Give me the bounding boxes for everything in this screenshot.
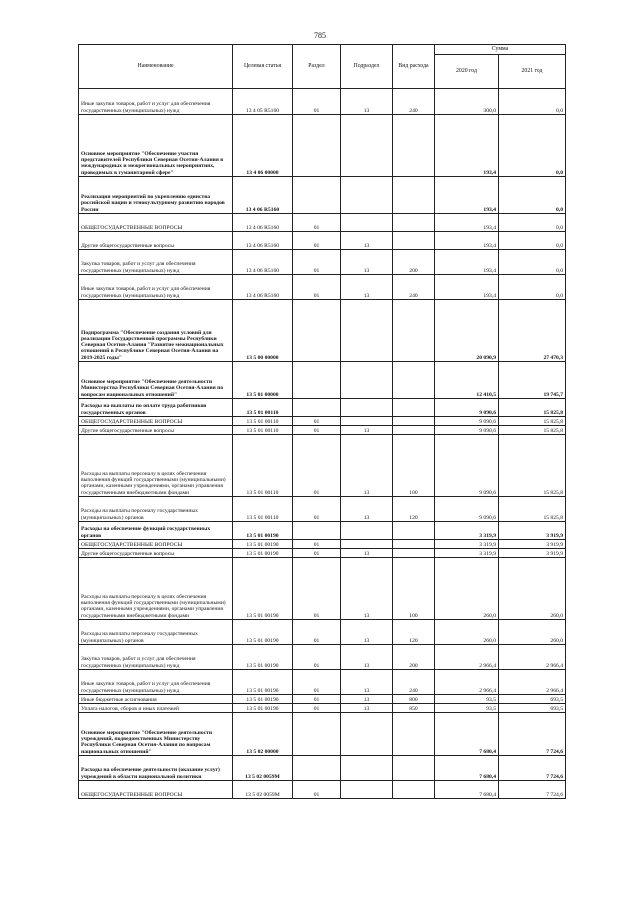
row-code: 13 5 02 00000 [233,713,293,756]
row-code: 13 5 01 00190 [233,540,293,549]
table-row [79,362,566,399]
row-subsection: 13 [341,275,393,300]
row-value-2021: 15 825,8 [499,417,566,426]
row-value-2021: 3 919,9 [499,540,566,549]
table-row [79,620,566,645]
row-value-2020: 300,0 [435,89,499,115]
table-row [79,417,566,426]
row-name: Другие общегосударственные вопросы [79,549,233,558]
row-code: 13 5 01 00110 [233,417,293,426]
row-name: Иные закупки товаров, работ и услуг для обеспечения государственных (муниципальных) нужд [79,275,233,300]
row-section: 01 [293,558,341,620]
row-value-2021: 0,0 [499,177,566,214]
row-section: 01 [293,540,341,549]
row-value-2021: 693,5 [499,704,566,713]
header-name: Наименование [79,45,233,89]
table-row [79,695,566,704]
row-value-2020: 193,4 [435,275,499,300]
row-section: 01 [293,620,341,645]
row-value-2020: 3 319,9 [435,522,499,540]
row-name: Иные закупки товаров, работ и услуг для обеспечения государственных (муниципальных) нужд [79,670,233,695]
row-value-2020: 193,4 [435,177,499,214]
row-section [293,756,341,781]
row-section: 01 [293,549,341,558]
row-value-2021: 260,0 [499,620,566,645]
table-row [79,435,566,497]
table-row [79,426,566,435]
row-section: 01 [293,704,341,713]
row-expense-type: 240 [393,89,435,115]
row-name: Закупка товаров, работ и услуг для обеспечения государственных (муниципальных) нужд [79,250,233,275]
row-subsection [341,362,393,399]
row-subsection: 13 [341,670,393,695]
row-section: 01 [293,645,341,670]
row-value-2021: 3 919,9 [499,549,566,558]
row-code: 13 4 05 R5160 [233,89,293,115]
table-row [79,558,566,620]
row-expense-type [393,214,435,232]
row-code: 13 4 06 R5160 [233,250,293,275]
row-value-2020: 260,0 [435,558,499,620]
table-row [79,540,566,549]
page-number: 785 [314,31,326,40]
row-value-2020: 9 090,6 [435,497,499,522]
row-subsection: 13 [341,435,393,497]
row-value-2021: 2 966,4 [499,670,566,695]
table-row [79,704,566,713]
row-value-2020: 93,5 [435,695,499,704]
row-subsection: 13 [341,250,393,275]
header-code: Целевая статья [233,45,293,89]
row-section: 01 [293,670,341,695]
row-section [293,300,341,362]
table-row [79,670,566,695]
row-expense-type [393,756,435,781]
row-name: Иные закупки товаров, работ и услуг для обеспечения государственных (муниципальных) нужд [79,89,233,115]
row-value-2020: 7 680,4 [435,756,499,781]
row-subsection: 13 [341,232,393,250]
row-name: Основное мероприятие "Обеспечение деятельности Министерства Республики Северная Осетия-Алания по вопросам национальных отношений" [79,362,233,399]
table-row [79,756,566,781]
row-value-2020: 260,0 [435,620,499,645]
row-expense-type [393,300,435,362]
row-name: Подпрограмма "Обеспечение создания условий для реализации Государственной программы Республики Северная Осетия-Алания "Развитие межнациональных отношений в Республике Северная Осетия-Алания на 2019-2025 годы" [79,300,233,362]
row-value-2020: 3 319,9 [435,540,499,549]
row-section: 01 [293,214,341,232]
row-value-2021: 19 745,7 [499,362,566,399]
row-value-2021: 2 966,4 [499,645,566,670]
row-value-2021: 260,0 [499,558,566,620]
row-code: 13 5 01 00190 [233,620,293,645]
row-subsection: 13 [341,497,393,522]
row-code: 13 5 01 00190 [233,695,293,704]
row-subsection [341,115,393,177]
row-name: ОБЩЕГОСУДАРСТВЕННЫЕ ВОПРОСЫ [79,417,233,426]
row-section: 01 [293,426,341,435]
row-value-2020: 9 090,6 [435,426,499,435]
row-subsection [341,214,393,232]
row-code: 13 4 06 R5160 [233,275,293,300]
row-section [293,177,341,214]
row-expense-type [393,549,435,558]
row-value-2021: 0,0 [499,214,566,232]
row-code: 13 5 01 00110 [233,435,293,497]
row-code: 13 5 01 00190 [233,704,293,713]
table-row [79,497,566,522]
row-value-2020: 7 680,4 [435,781,499,799]
table-row [79,713,566,756]
row-subsection [341,177,393,214]
row-name: Иные бюджетные ассигнования [79,695,233,704]
row-subsection [341,781,393,799]
row-expense-type: 240 [393,670,435,695]
row-value-2021: 0,0 [499,232,566,250]
row-expense-type [393,540,435,549]
row-value-2021: 0,0 [499,250,566,275]
row-section [293,522,341,540]
table-row [79,300,566,362]
row-name: Расходы на обеспечение функций государственных органов [79,522,233,540]
row-section: 01 [293,417,341,426]
row-value-2021: 15 825,8 [499,435,566,497]
row-expense-type: 850 [393,704,435,713]
row-name: Другие общегосударственные вопросы [79,426,233,435]
row-name: Расходы на выплаты персоналу в целях обеспечения выполнения функций государственными (муниципальными) органами, казенными учреждениями, органами управления государственными внебюджетными фондами [79,558,233,620]
table-row [79,781,566,799]
row-name: Закупка товаров, работ и услуг для обеспечения государственных (муниципальных) нужд [79,645,233,670]
row-name: ОБЩЕГОСУДАРСТВЕННЫЕ ВОПРОСЫ [79,214,233,232]
row-name: Расходы на выплаты персоналу государственных (муниципальных) органов [79,497,233,522]
row-name: ОБЩЕГОСУДАРСТВЕННЫЕ ВОПРОСЫ [79,781,233,799]
row-section: 01 [293,232,341,250]
row-name: Расходы на выплаты персоналу государственных (муниципальных) органов [79,620,233,645]
row-section [293,399,341,417]
row-name: Уплата налогов, сборов и иных платежей [79,704,233,713]
header-section: Раздел [293,45,341,89]
header-sum: Сумма [435,45,566,55]
row-value-2020: 3 319,9 [435,549,499,558]
table-row [79,214,566,232]
row-expense-type [393,417,435,426]
row-code: 13 4 06 R5160 [233,177,293,214]
row-subsection [341,399,393,417]
row-subsection: 13 [341,620,393,645]
row-expense-type: 100 [393,435,435,497]
table-row [79,250,566,275]
row-value-2021: 15 825,8 [499,426,566,435]
row-expense-type [393,522,435,540]
row-value-2020: 20 090,9 [435,300,499,362]
header-year-2021: 2021 год [499,55,566,89]
row-code: 13 5 01 00190 [233,670,293,695]
row-value-2021: 0,0 [499,89,566,115]
row-value-2020: 193,4 [435,214,499,232]
row-subsection: 13 [341,645,393,670]
row-code: 13 5 02 0059М [233,756,293,781]
row-code: 13 5 01 00190 [233,645,293,670]
row-subsection [341,756,393,781]
row-subsection: 13 [341,695,393,704]
row-expense-type [393,177,435,214]
row-code: 13 5 01 00110 [233,399,293,417]
row-value-2020: 193,4 [435,115,499,177]
row-subsection: 13 [341,558,393,620]
row-value-2021: 15 825,8 [499,497,566,522]
table-row [79,399,566,417]
row-value-2021: 27 470,3 [499,300,566,362]
row-value-2021: 7 724,6 [499,781,566,799]
row-expense-type: 240 [393,275,435,300]
table-row [79,549,566,558]
row-subsection [341,540,393,549]
row-expense-type [393,232,435,250]
row-value-2021: 0,0 [499,115,566,177]
row-section: 01 [293,250,341,275]
row-subsection: 13 [341,704,393,713]
table-row [79,275,566,300]
row-subsection [341,417,393,426]
row-section [293,115,341,177]
row-name: ОБЩЕГОСУДАРСТВЕННЫЕ ВОПРОСЫ [79,540,233,549]
table-row [79,115,566,177]
row-subsection: 13 [341,549,393,558]
row-code: 13 4 06 R5160 [233,214,293,232]
row-code: 13 5 02 0059М [233,781,293,799]
row-value-2020: 193,4 [435,232,499,250]
row-section [293,362,341,399]
row-expense-type [393,426,435,435]
row-name: Другие общегосударственные вопросы [79,232,233,250]
row-value-2020: 9 090,6 [435,435,499,497]
table-row [79,232,566,250]
row-expense-type [393,362,435,399]
row-expense-type [393,781,435,799]
row-value-2020: 193,4 [435,250,499,275]
row-section: 01 [293,781,341,799]
row-value-2021: 7 724,6 [499,713,566,756]
row-value-2021: 15 825,8 [499,399,566,417]
row-code: 13 5 01 00190 [233,522,293,540]
row-code: 13 5 00 00000 [233,300,293,362]
row-value-2020: 9 090,6 [435,399,499,417]
row-expense-type: 200 [393,250,435,275]
row-code: 13 4 06 00000 [233,115,293,177]
row-value-2020: 2 966,4 [435,670,499,695]
row-section: 01 [293,89,341,115]
row-name: Реализация мероприятий по укреплению единства российской нации и этнокультурному развитию народов России [79,177,233,214]
row-name: Расходы на обеспечение деятельности (оказание услуг) учреждений в области национальной политики [79,756,233,781]
row-expense-type [393,399,435,417]
row-subsection: 13 [341,426,393,435]
row-value-2020: 12 410,5 [435,362,499,399]
row-expense-type: 800 [393,695,435,704]
row-section: 01 [293,275,341,300]
table-header [79,45,566,89]
row-value-2020: 2 966,4 [435,645,499,670]
row-expense-type: 120 [393,620,435,645]
row-value-2021: 0,0 [499,275,566,300]
header-expense-type: Вид расхода [393,45,435,89]
budget-table [78,44,566,799]
row-expense-type [393,713,435,756]
row-section: 01 [293,435,341,497]
row-subsection [341,713,393,756]
table-row [79,177,566,214]
header-subsection: Подраздел [341,45,393,89]
row-name: Расходы на выплаты персоналу в целях обеспечения выполнения функций государственными (муниципальными) органами, казенными учреждениями, органами управления государственными внебюджетными фондами [79,435,233,497]
row-value-2021: 7 724,6 [499,756,566,781]
table-body [79,89,566,799]
row-expense-type: 200 [393,645,435,670]
row-value-2021: 3 919,9 [499,522,566,540]
row-code: 13 5 01 00110 [233,426,293,435]
row-value-2020: 9 090,6 [435,417,499,426]
table-row [79,522,566,540]
row-value-2020: 7 680,4 [435,713,499,756]
table-row [79,89,566,115]
row-code: 13 4 06 R5160 [233,232,293,250]
header-year-2020: 2020 год [435,55,499,89]
row-name: Основное мероприятие "Обеспечение участия представителей Республики Северная Осетия-Алания в международных и межрегиональных мероприятиях, проводимых в гуманитарной сфере" [79,115,233,177]
row-code: 13 5 01 00190 [233,549,293,558]
table-row [79,645,566,670]
row-name: Расходы на выплаты по оплате труда работников государственных органов [79,399,233,417]
row-expense-type [393,115,435,177]
row-section: 01 [293,695,341,704]
row-code: 13 5 01 00110 [233,497,293,522]
row-expense-type: 100 [393,558,435,620]
row-code: 13 5 01 00190 [233,558,293,620]
row-section: 01 [293,497,341,522]
row-subsection [341,300,393,362]
row-subsection: 13 [341,89,393,115]
row-section [293,713,341,756]
row-name: Основное мероприятие "Обеспечение деятельности учреждений, подведомственных Министерству Республики Северная Осетия-Алания по вопросам национальных отношений" [79,713,233,756]
row-code: 13 5 01 00000 [233,362,293,399]
row-value-2021: 693,5 [499,695,566,704]
row-subsection [341,522,393,540]
row-expense-type: 120 [393,497,435,522]
row-value-2020: 93,5 [435,704,499,713]
